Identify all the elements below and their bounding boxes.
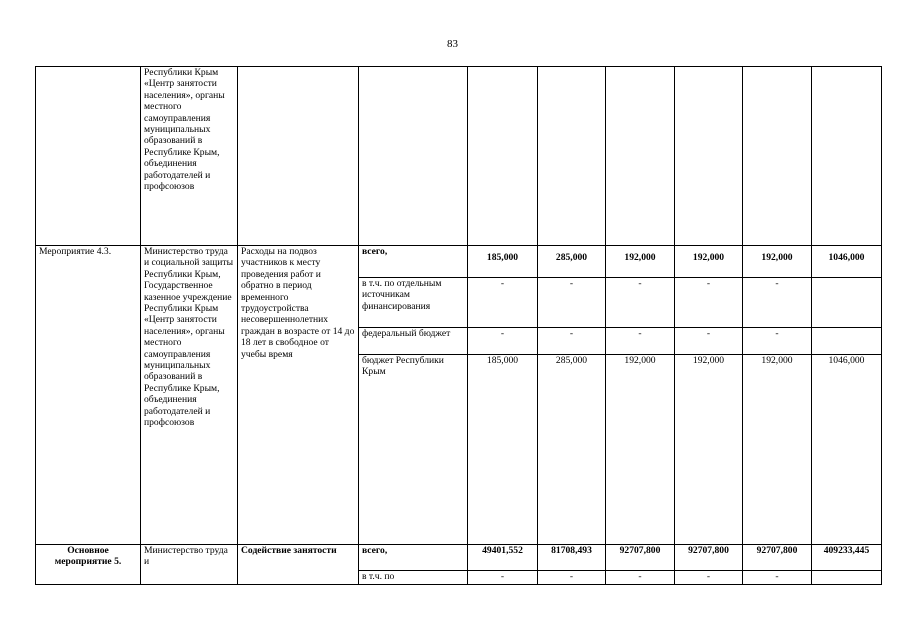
value-cell [812, 278, 882, 328]
value-cell: 192,000 [675, 246, 743, 278]
value-cell: 285,000 [538, 355, 606, 545]
value-cell [812, 67, 882, 246]
value-cell: 92707,800 [606, 545, 675, 571]
value-cell: 192,000 [743, 355, 812, 545]
budget-table [35, 66, 882, 585]
value-cell: - [675, 278, 743, 328]
source-cell [359, 67, 468, 246]
source-cell: в т.ч. по отдельным источникам финансирования [359, 278, 468, 328]
value-cell: 185,000 [468, 246, 538, 278]
value-cell: 192,000 [675, 355, 743, 545]
value-cell: 192,000 [606, 355, 675, 545]
value-cell: 185,000 [468, 355, 538, 545]
value-cell: - [743, 571, 812, 585]
value-cell: 1046,000 [812, 355, 882, 545]
source-cell: всего, [359, 545, 468, 571]
value-cell: - [743, 278, 812, 328]
value-cell: - [468, 571, 538, 585]
source-cell: в т.ч. по [359, 571, 468, 585]
description-cell: Содействие занятости [238, 545, 359, 585]
source-cell: федеральный бюджет [359, 328, 468, 355]
value-cell: - [468, 328, 538, 355]
value-cell: - [538, 328, 606, 355]
value-cell: 192,000 [743, 246, 812, 278]
page-number: 83 [447, 38, 458, 50]
measure-name-cell: Мероприятие 4.3. [36, 246, 141, 545]
description-cell [238, 67, 359, 246]
executor-cell: Министерство труда и [141, 545, 238, 585]
value-cell [606, 67, 675, 246]
value-cell: - [468, 278, 538, 328]
table-row [36, 246, 882, 278]
value-cell: 49401,552 [468, 545, 538, 571]
value-cell: - [743, 328, 812, 355]
value-cell: - [675, 571, 743, 585]
value-cell [468, 67, 538, 246]
source-cell: бюджет Республики Крым [359, 355, 468, 545]
value-cell [675, 67, 743, 246]
value-cell [812, 328, 882, 355]
value-cell: 81708,493 [538, 545, 606, 571]
value-cell: - [606, 328, 675, 355]
value-cell: 1046,000 [812, 246, 882, 278]
value-cell [538, 67, 606, 246]
source-cell: всего, [359, 246, 468, 278]
value-cell: 409233,445 [812, 545, 882, 571]
value-cell: 92707,800 [675, 545, 743, 571]
value-cell: - [538, 278, 606, 328]
value-cell: - [538, 571, 606, 585]
value-cell: - [606, 278, 675, 328]
executor-cell: Республики Крым «Центр занятости населения», органы местного самоуправления муниципальных образований в Республике Крым, объединения работодателей и профсоюзов [141, 67, 238, 246]
measure-cell [36, 67, 141, 246]
executor-cell: Министерство труда и социальной защиты Республики Крым, Государственное казенное учреждение Республики Крым «Центр занятости населения», органы местного самоуправления муниципальных образований в Республике Крым, объединения работодателей и профсоюзов [141, 246, 238, 545]
value-cell: - [606, 571, 675, 585]
value-cell: - [675, 328, 743, 355]
value-cell [812, 571, 882, 585]
value-cell: 92707,800 [743, 545, 812, 571]
measure-name-cell: Основное мероприятие 5. [36, 545, 141, 585]
value-cell [743, 67, 812, 246]
description-cell: Расходы на подвоз участников к месту проведения работ и обратно в период временного трудоустройства несовершеннолетних граждан в возрасте от 14 до 18 лет в свободное от учебы время [238, 246, 359, 545]
table-row [36, 545, 882, 571]
table-row [36, 67, 882, 246]
value-cell: 192,000 [606, 246, 675, 278]
value-cell: 285,000 [538, 246, 606, 278]
